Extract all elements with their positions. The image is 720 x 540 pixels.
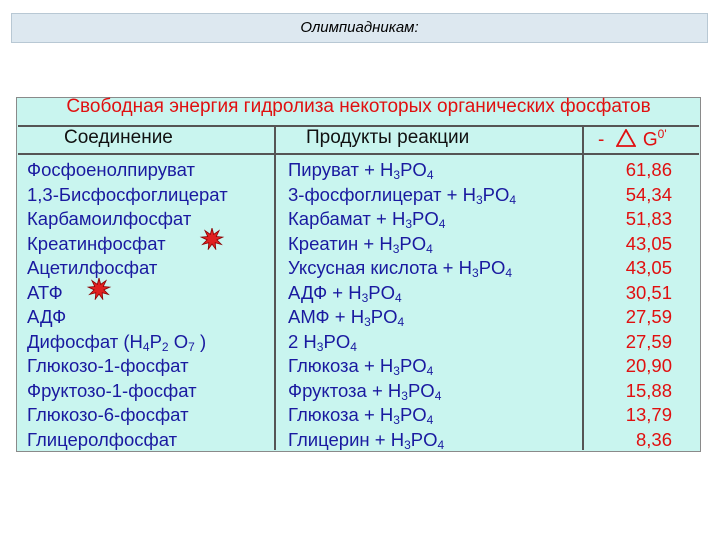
delta-g-value: 27,59 xyxy=(625,330,672,352)
compound-cell xyxy=(27,232,228,257)
compound-formula-part: O xyxy=(168,330,189,352)
products-formula-part: PO xyxy=(407,379,435,401)
compound-name: Фруктозо-1-фосфат xyxy=(27,379,197,401)
values-column xyxy=(590,158,672,452)
header-divider xyxy=(18,153,699,155)
products-formula-part: PO xyxy=(478,257,506,278)
compound-cell xyxy=(27,379,228,404)
products-subscript: 3 xyxy=(475,192,483,207)
products-text: Глюкоза + H xyxy=(288,355,394,376)
products-text: Фруктоза + H xyxy=(288,379,402,401)
products-cell xyxy=(288,232,516,257)
products-formula-part: PO xyxy=(399,232,427,254)
products-subscript: 4 xyxy=(426,364,434,378)
products-subscript: 3 xyxy=(361,290,369,305)
products-cell xyxy=(288,207,516,232)
delta-prefix: - xyxy=(598,129,605,151)
products-column xyxy=(288,158,516,452)
column-divider-2 xyxy=(582,125,584,450)
products-subscript: 3 xyxy=(393,413,400,427)
products-text: 3-фосфоглицерат + H xyxy=(288,183,476,205)
products-formula-part: PO xyxy=(412,208,439,229)
compound-formula-part: ) xyxy=(194,330,207,352)
compound-name: Карбамоилфосфат xyxy=(27,208,192,229)
products-subscript: 4 xyxy=(437,437,445,452)
column-header-compound: Соединение xyxy=(64,127,173,148)
compound-name: Креатинфосфат xyxy=(27,232,166,254)
products-formula-part: PO xyxy=(399,404,427,425)
compound-name: Глюкозо-6-фосфат xyxy=(27,404,189,425)
delta-symbol: G xyxy=(642,129,658,151)
compound-cell xyxy=(27,305,228,330)
compound-cell xyxy=(27,183,228,208)
products-formula-part: PO xyxy=(323,330,351,352)
compound-cell xyxy=(27,256,228,281)
delta-g-value: 43,05 xyxy=(625,232,672,254)
products-cell xyxy=(288,158,516,183)
red-star-burst-icon xyxy=(199,228,225,250)
delta-g-value: 54,34 xyxy=(625,183,672,205)
products-subscript: 3 xyxy=(404,437,411,452)
products-subscript: 4 xyxy=(426,413,434,427)
products-subscript: 4 xyxy=(426,168,434,182)
products-text: Пируват + H xyxy=(288,159,394,180)
products-subscript: 4 xyxy=(509,192,517,207)
compound-name: Глюкозо-1-фосфат xyxy=(27,355,189,376)
products-cell xyxy=(288,379,516,404)
products-cell xyxy=(288,403,516,428)
products-text: 2 H xyxy=(288,330,317,352)
products-formula-part: PO xyxy=(410,428,438,450)
products-text: АМФ + H xyxy=(288,306,365,327)
compound-name: Ацетилфосфат xyxy=(27,257,158,278)
products-cell xyxy=(288,428,516,453)
products-formula-part: PO xyxy=(370,306,398,327)
products-subscript: 3 xyxy=(364,315,371,329)
compound-formula-part: P xyxy=(149,330,162,352)
table-title: Свободная энергия гидролиза некоторых органических фосфатов xyxy=(66,96,651,117)
compound-cell xyxy=(27,281,228,306)
compound-cell xyxy=(27,158,228,183)
red-star-burst-icon xyxy=(86,278,112,300)
delta-g-value: 20,90 xyxy=(625,355,672,376)
delta-g-value: 51,83 xyxy=(625,208,672,229)
delta-superscript: 0' xyxy=(657,127,667,141)
slide-header-title: Олимпиадникам: xyxy=(300,19,419,36)
compound-cell xyxy=(27,354,228,379)
products-cell xyxy=(288,354,516,379)
products-subscript: 3 xyxy=(472,266,479,280)
products-cell xyxy=(288,330,516,355)
compound-name: 1,3-Бисфосфоглицерат xyxy=(27,183,228,205)
compound-name: АДФ xyxy=(27,306,67,327)
slide-header-bar xyxy=(11,13,708,43)
products-text: Глицерин + H xyxy=(288,428,405,450)
compound-cell xyxy=(27,330,228,355)
products-subscript: 4 xyxy=(397,315,405,329)
products-text: АДФ + H xyxy=(288,281,362,303)
products-subscript: 3 xyxy=(405,217,413,231)
products-formula-part: PO xyxy=(368,281,396,303)
products-cell xyxy=(288,256,516,281)
column-header-delta-g xyxy=(598,127,667,151)
products-subscript: 3 xyxy=(316,339,324,354)
compound-name: Глицеролфосфат xyxy=(27,428,178,450)
products-subscript: 4 xyxy=(434,388,442,403)
products-text: Креатин + H xyxy=(288,232,393,254)
products-subscript: 4 xyxy=(426,241,433,256)
compound-subscript: 2 xyxy=(161,339,169,354)
products-subscript: 4 xyxy=(350,339,357,354)
products-subscript: 3 xyxy=(393,364,400,378)
column-header-products: Продукты реакции xyxy=(306,127,470,148)
products-subscript: 4 xyxy=(505,266,513,280)
compound-subscript: 7 xyxy=(188,339,195,354)
products-subscript: 3 xyxy=(392,241,400,256)
products-subscript: 3 xyxy=(393,168,401,182)
products-cell xyxy=(288,281,516,306)
products-formula-part: PO xyxy=(400,159,427,180)
compound-cell xyxy=(27,207,228,232)
products-cell xyxy=(288,305,516,330)
compound-subscript: 4 xyxy=(142,339,150,354)
delta-g-value: 15,88 xyxy=(625,379,672,401)
products-subscript: 4 xyxy=(395,290,402,305)
delta-g-value: 27,59 xyxy=(625,306,672,327)
compound-name: АТФ xyxy=(27,281,63,303)
compound-name: Фосфоенолпируват xyxy=(27,159,195,180)
triangle-delta-icon xyxy=(616,129,636,147)
delta-g-value: 61,86 xyxy=(625,159,672,180)
compound-cell xyxy=(27,428,228,453)
delta-g-value: 8,36 xyxy=(635,428,672,450)
products-subscript: 4 xyxy=(438,217,446,231)
compound-name: Дифосфат (H xyxy=(27,330,143,352)
delta-g-value: 43,05 xyxy=(625,257,672,278)
column-divider-1 xyxy=(274,125,276,450)
compound-cell xyxy=(27,403,228,428)
products-formula-part: PO xyxy=(482,183,510,205)
products-text: Глюкоза + H xyxy=(288,404,394,425)
compound-column xyxy=(27,158,228,452)
products-cell xyxy=(288,183,516,208)
products-text: Карбамат + H xyxy=(288,208,406,229)
products-text: Уксусная кислота + H xyxy=(288,257,472,278)
products-subscript: 3 xyxy=(401,388,408,403)
products-formula-part: PO xyxy=(399,355,427,376)
delta-g-value: 13,79 xyxy=(625,404,672,425)
delta-g-value: 30,51 xyxy=(625,281,672,303)
